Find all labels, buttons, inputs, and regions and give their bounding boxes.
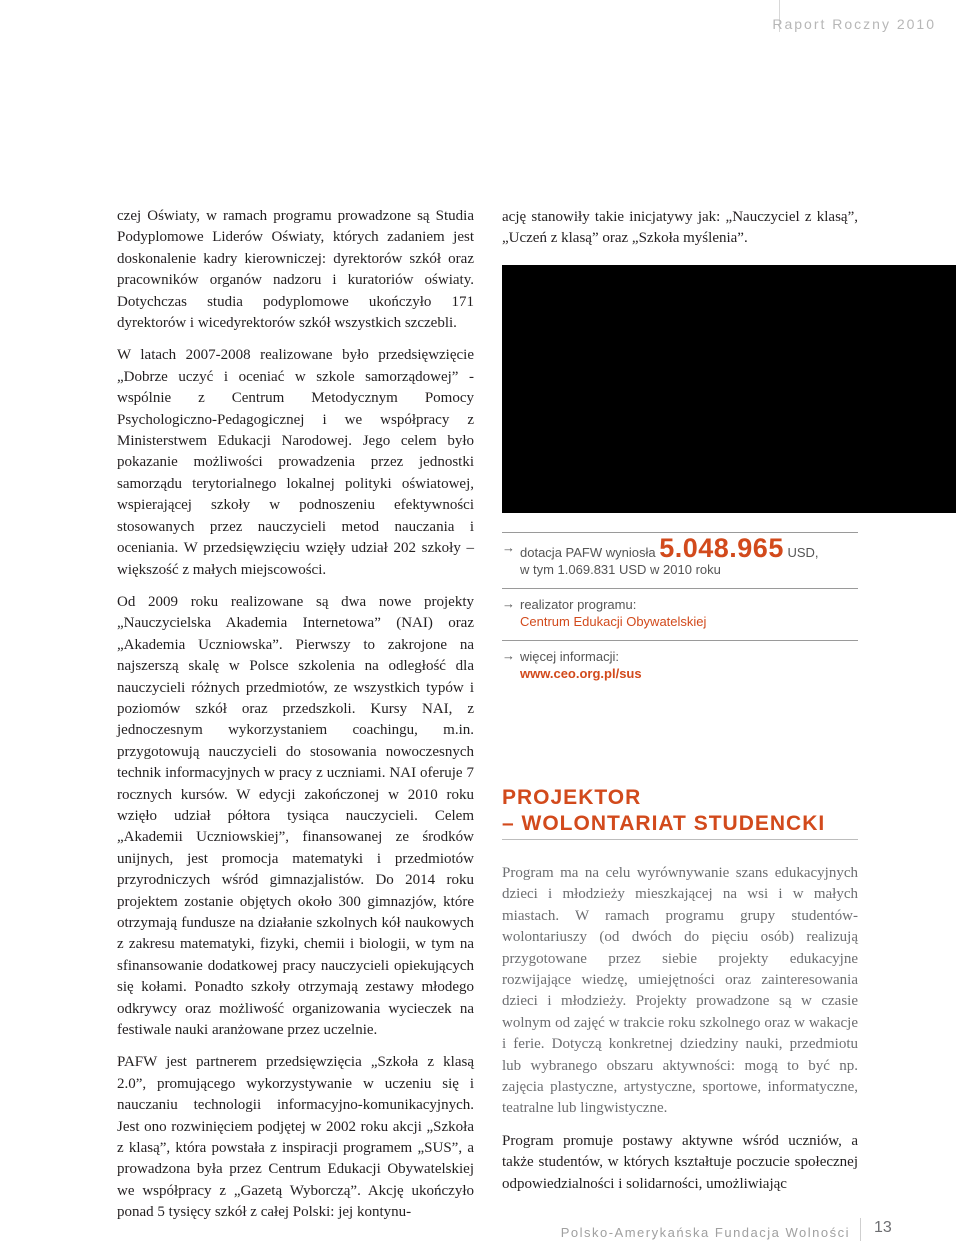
paragraph-nai-akademia: Od 2009 roku realizowane są dwa nowe projekty „Nauczycielska Akademia Internetowa” (NAI) oraz „Akademia Uczniowska”. Pierwszy to zakrojone na najszerszą skalę w Polsce szkolenia na odległość dla nauczycieli różnych przedmiotów, ze wszystkich typów i poziomów szkół oraz przedszkoli. Kursy NAI, z jednoczesnym wykorzystaniem coachingu, m.in. przygotowują nauczycieli do stosowania nowoczesnych technik informacyjnych w pracy z uczniami. NAI oferuje 7 rocznych kursów. W edycji zakończonej w 2010 roku wzięło udział półtora tysiąca nauczycieli. Celem „Akademii Uczniowskiej”, finansowanej ze środków unijnych, jest promocja matematyki i przedmiotów przyrodniczych wśród gimnazjalistów. Do 2014 roku projektem zostanie objętych około 300 gimnazjów, które otrzymają fundusze na działanie szkolnych kół naukowych z zakresu matematyki, fizyki, chemii i biologii, w tym na sfinansowanie dodatkowej pracy nauczycieli opiekujących się kołami. Ponadto szkoły otrzymają zestawy młodego odkrywcy oraz możliwość organizowania wycieczek na festiwale nauki aranżowane przez uczelnie.	[117, 593, 474, 1039]
fact-more-info	[502, 640, 858, 692]
right-column-top	[502, 207, 858, 261]
footer-divider	[860, 1218, 861, 1241]
arrow-right-icon: →	[502, 540, 515, 555]
more-info-label: więcej informacji:	[520, 649, 619, 664]
paragraph-szkola-z-klasa: PAFW jest partnerem przedsięwzięcia „Szkoła z klasą 2.0”, promującego wykorzystywanie w uczeniu się i nauczaniu technologii informacyjno-komunikacyjnych. Jest ono rozwinięciem podjętej w 2002 roku akcji „Szkoła z klasą”, która powstała z inspiracji programem „SUS”, a prowadzona była przez Centrum Edukacji Obywatelskiej we współpracy z „Gazetą Wyborczą”. Akcję ukończyło ponad 5 tysięcy szkół z całej Polski: jej kontynu-	[117, 1054, 474, 1221]
funding-label: dotacja PAFW wyniosła	[520, 545, 656, 560]
paragraph-continuation: ację stanowiły takie inicjatywy jak: „Nauczyciel z klasą”, „Uczeń z klasą” oraz „Szkoła myślenia”.	[502, 209, 858, 247]
funding-sub: w tym 1.069.831 USD w 2010 roku	[520, 562, 721, 577]
paragraph-projektor-goals: Program promuje postawy aktywne wśród uczniów, a także studentów, w których kształtuje poczucie społecznej odpowiedzialności i solidarności, umożliwiając	[502, 1132, 858, 1192]
program-facts	[502, 532, 858, 692]
section-title-line1: PROJEKTOR	[502, 786, 642, 809]
funding-amount: 5.048.965	[659, 533, 784, 563]
right-column-body	[502, 863, 858, 1206]
implementer-label: realizator programu:	[520, 597, 637, 612]
page-number: 13	[874, 1219, 892, 1236]
arrow-right-icon: →	[502, 596, 515, 611]
paragraph-projektor-intro: Program ma na celu wyrównywanie szans edukacyjnych dzieci i młodzieży mieszkającej na wsi i w małych miastach. W ramach programu grupy studentów-wolontariuszy (od dwóch do pięciu osób) realizują przygotowane przez siebie projekty edukacyjne rozwijające wiedzę, umiejętności oraz zainteresowania dzieci i młodzieży. Projekty prowadzone są w czasie wolnym od zajęć w trakcie roku szkolnego oraz w wakacje i ferie. Dotyczą konkretnej dziedziny nauki, przedmiotu lub wybranego obszaru aktywności: mogą to być np. zajęcia plastyczne, artystyczne, sportowe, informatyczne, teatralne lub lingwistyczne.	[502, 865, 858, 1117]
more-info-link[interactable]: www.ceo.org.pl/sus	[520, 666, 642, 681]
program-photo	[502, 265, 956, 513]
funding-currency: USD,	[787, 545, 819, 560]
left-column	[117, 206, 474, 1235]
report-title: Raport Roczny 2010	[772, 16, 936, 32]
section-title-line2: – WOLONTARIAT STUDENCKI	[502, 812, 826, 835]
fact-implementer	[502, 588, 858, 640]
paragraph-dobrze-uczyc: W latach 2007-2008 realizowane było przedsięwzięcie „Dobrze uczyć i oceniać w szkole samorządowej” - wspólnie z Centrum Metodycznym Pomocy Psychologiczno-Pedagogicznej i we współpracy z Ministerstwem Edukacji Narodowej. Jego celem było pokazanie możliwości prowadzenia przez jednostki samorządu terytorialnego lokalnej polityki oświatowej, wspierającej szkoły w podnoszeniu efektywności stosowanych przez nauczycieli metod nauczania i oceniania. W przedsięwzięciu wzięły udział 202 szkoły – większość z małych miejscowości.	[117, 347, 474, 578]
footer-organization: Polsko-Amerykańska Fundacja Wolności	[560, 1225, 850, 1240]
section-title-projektor	[502, 785, 858, 840]
paragraph-studia-podyplomowe: czej Oświaty, w ramach programu prowadzone są Studia Podyplomowe Liderów Oświaty, których zadaniem jest doskonalenie kadry kierowniczej: dyrektorów szkół oraz pracowników organów nadzoru i kuratoriów oświaty. Dotychczas studia podyplomowe ukończyło 171 dyrektorów i wicedyrektorów szkół wszystkich szczebli.	[117, 208, 474, 332]
arrow-right-icon: →	[502, 648, 515, 663]
fact-funding	[502, 532, 858, 588]
implementer-value: Centrum Edukacji Obywatelskiej	[520, 614, 707, 629]
